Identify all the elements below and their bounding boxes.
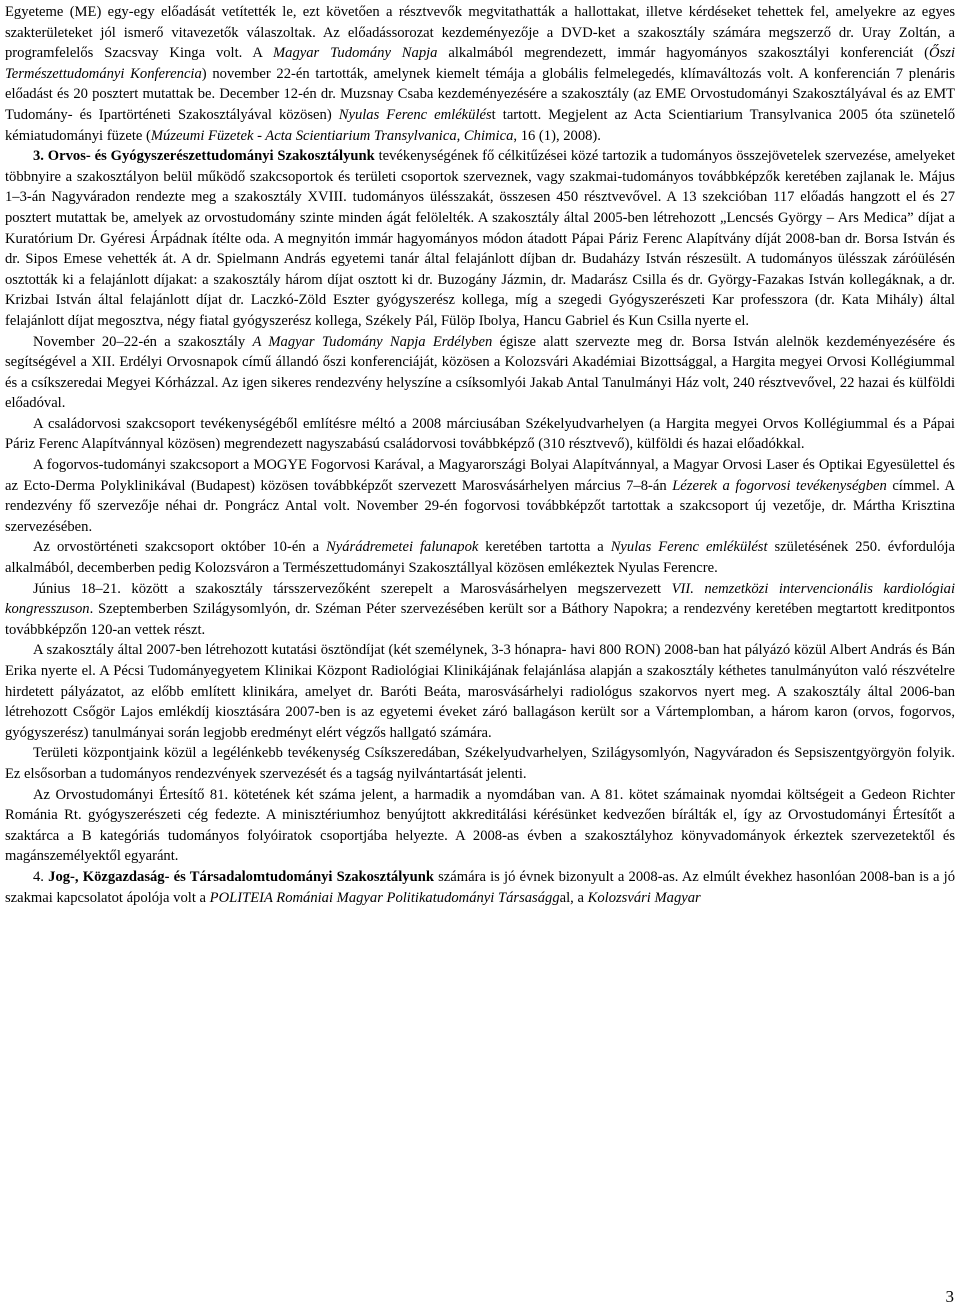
italic-run: POLITEIA Romániai Magyar Politikatudományi Társaságg (209, 889, 560, 906)
paragraph (5, 743, 955, 784)
text-run: 4. (33, 868, 49, 885)
italic-run: Nyulas Ferenc emlékülést (610, 539, 768, 556)
italic-run: A Magyar Tudomány Napja Erdélyben (252, 333, 493, 350)
text-run: Területi központjaink közül a legélénkebb tevékenység Csíkszeredában, Székelyudvarhelyen, Szilágysomlyón, Nagyváradon és Sepsiszentgyörgyön folyik. Ez elsősorban a tudományos rendezvények szervezését és a tagság nyilvántartását jelenti. (5, 745, 955, 782)
italic-run: Lézerek a fogorvosi tevékenységben (672, 477, 887, 494)
text-run: címmel. A rendezvény fő szervezője néhai dr. Pongrácz Antal volt. November 29-én fogorvosi továbbképzőt tartottak a szakcsoport új vezetője, dr. Mártha Krisztina szervezésében. (5, 477, 956, 535)
text-run: November 20–22-én a szakosztály (33, 333, 253, 350)
paragraph (5, 579, 955, 641)
paragraph (5, 414, 955, 455)
italic-run: Őszi Természettudományi Konferencia (5, 45, 955, 82)
text-run: t tartott. Megjelent az Acta Scientiarium Transylvanica 2005 óta szünetelő kémiatudományi füzete ( (5, 106, 955, 144)
paragraph (5, 146, 955, 331)
text-run: égisze alatt szervezte meg dr. Borsa István alelnök kezdeményezésére és segítségével a XII. Erdélyi Orvosnapok című állandó őszi konferenciáját, közösen a Kolozsvári Akadémiai Bizottsággal, a Hargita megyei Orvosi Kollégiummal és a csíkszeredai Megyei Kórházzal. Az igen sikeres rendezvény helyszíne a csíksomlyói Jakab Antal Tanulmányi Ház volt, 240 résztvevővel, 22 hazai és külföldi előadóval. (5, 333, 955, 412)
document-body (5, 2, 955, 908)
paragraph (5, 640, 955, 743)
text-run: Egyeteme (ME) egy-egy előadását vetítették le, ezt követően a résztvevők megvitathatták a hallottakat, illetve kérdéseket tehettek fel, amelyekre az egyes szakterületeket jól ismerő vitavezetők válaszoltak. Az előadássorozat kezdeményezője a DVD-ket a szakosztály számára megszerző dr. Uray Zoltán, a programfelelős Szacsvay Kinga volt. A (5, 4, 955, 62)
text-run: Az orvostörténeti szakcsoport október 10-én a (33, 539, 327, 556)
paragraph (5, 785, 955, 867)
text-run: tevékenységének fő célkitűzései közé tartozik a tudományos összejövetelek szervezése, amelyeket többnyire a szakosztályon belül működő szakcsoportok és területi csoportok szerveznek, vagy szakmai-tudományos továbbképzők keretében zajlanak le. Május 1–3-án Nagyváradon rendezte meg a szakosztály XVIII. tudományos ülésszakát, összesen 450 résztvevővel. A 13 szekcióban 117 előadás hangzott el és 27 posztert mutattak be, amelyek az orvostudomány szinte minden ágát felölelték. A szakosztály által 2005-ben létrehozott „Lencsés György – Ars Medica” díjat a Kuratórium Dr. Gyéresi Árpádnak ítélte oda. A megnyitón immár hagyományos módon átadott Pápai Páriz Ferenc Alapítvány díját 2008-ban dr. Borsa István és dr. Sipos Emese vehették át. A dr. Spielmann András egyetemi tanár által felajánlott díjban dr. Budaházy István részesült. A tudományos ülésszak záróülésén osztották ki a felajánlott díjakat: a szakosztály három díjat osztott ki dr. Buzogány Jázmin, dr. Madarász Csilla és dr. György-Fazakas István kollegáknak, a dr. Krizbai István által felajánlott díjat dr. Laczkó-Zöld Eszter gyógyszerész kollega, míg a szegedi Gyógyszerészeti Kar professzora (dr. Kata Mihály) által felajánlott díjat megosztva, négy fiatal gyógyszerész kollega, Székely Pál, Fülöp Ibolya, Hancu Gabriel és Kun Csilla nyerte el. (5, 148, 955, 329)
text-run: A szakosztály által 2007-ben létrehozott kutatási ösztöndíjat (két személynek, 3-3 hónapra- havi 800 RON) 2008-ban hat pályázó közül Albert András és Bán Erika nyerte el. A Pécsi Tudományegyetem Klinikai Központ Radiológiai Klinikájának felajánlása alapján a szakosztály kéthetes tanulmányúton való részvételre hirdetett pályázatot, az előbb említett klinikára, amelyet dr. Baróti Beáta, marosvásárhelyi radiológus szakorvos nyert meg. A szakosztály által 2006-ban létrehozott Csőgör Lajos emlékdíj kiosztására 2007-ben is az egyetemi éveket záró ballagáson került sor a Vártemplomban, a három karon (orvos, fogorvos, gyógyszerész) tanulmányai során legjobb eredményt elért végzős hallgató számára. (5, 642, 955, 741)
italic-run: Kolozsvári Magyar (587, 889, 701, 906)
italic-run: Nyulas Ferenc emlékülés (338, 106, 492, 123)
text-run: születésének 250. évfordulója alkalmából, decemberben pedig Kolozsváron a Természettudományi Szakosztállyal közösen emlékeztek Nyulas Ferencre. (5, 539, 955, 577)
paragraph (5, 332, 955, 414)
bold-run: 3. (33, 148, 48, 165)
text-run: keretében tartotta a (478, 539, 611, 556)
italic-run: Nyárádremetei falunapok (326, 539, 479, 556)
text-run: . Szeptemberben Szilágysomlyón, dr. Széman Péter szervezésében került sor a Báthory Napokra; a rendezvény keretében megtartott kreditpontos továbbképzőn 120-an vettek részt. (5, 601, 955, 638)
italic-run: Múzeumi Füzetek - Acta Scientiarium Transylvanica, Chimica (150, 127, 514, 144)
text-run: A fogorvos-tudományi szakcsoport a MOGYE Fogorvosi Karával, a Magyarországi Bolyai Alapítvánnyal, a Magyar Orvosi Laser és Optikai Egyesülettel és az Ecto-Derma Polyklinikával (Budapest) közösen továbbképzőt szervezett Marosvásárhelyen március 7–8-án (5, 457, 955, 494)
bold-run: Orvos- és Gyógyszerészettudományi Szakosztályunk (47, 148, 375, 165)
text-run: al, a (559, 889, 588, 906)
paragraph (5, 537, 955, 578)
bold-run: Jog-, Közgazdaság- és Társadalomtudományi Szakosztályunk (48, 868, 434, 885)
italic-run: Magyar Tudomány Napja (273, 45, 438, 62)
text-run: alkalmából megrendezett, immár hagyományos szakosztályi konferenciát ( (437, 45, 930, 62)
paragraph (5, 867, 955, 908)
paragraph (5, 2, 955, 146)
italic-run: VII. nemzetközi intervencionális kardiológiai kongresszuson (5, 580, 956, 618)
text-run: számára is jó évnek bizonyult a 2008-as. Az elmúlt évekhez hasonlóan 2008-ban is a jó szakmai kapcsolatot ápolója volt a (5, 868, 955, 906)
text-run: A családorvosi szakcsoport tevékenységéből említésre méltó a 2008 márciusában Székelyudvarhelyen (a Hargita megyei Orvos Kollégiummal és a Pápai Páriz Ferenc Alapítvánnyal közösen) megrendezett nagyszabású családorvosi továbbképző (310 résztvevő), külföldi és hazai előadókkal. (5, 415, 955, 453)
text-run: , 16 (1), 2008). (513, 127, 601, 144)
page-number: 3 (945, 1287, 954, 1306)
text-run: Az Orvostudományi Értesítő 81. kötetének két száma jelent, a harmadik a nyomdában van. A 81. kötet számainak nyomdai költségeit a Gedeon Richter Románia Rt. gyógyszerészeti cég fedezte. A minisztériumhoz benyújtott akkreditálási kérésünket kedvezően bírálták el, így az Orvostudományi Értesítőt a szaktárca a B kategóriás tudományos folyóiratok csoportjába helyezte. A 2008-as évben a szakosztályhoz könyvadományok érkeztek szervezetektől és magánszemélyektől egyaránt. (5, 786, 955, 865)
text-run: Június 18–21. között a szakosztály társszervezőként szerepelt a Marosvásárhelyen megszervezett (33, 580, 672, 597)
paragraph (5, 455, 955, 537)
text-run: ) november 22-én tartották, amelynek kiemelt témája a globális felmelegedés, klímaváltozás volt. A konferencián 7 plenáris előadást és 20 posztert mutattak be. December 12-én dr. Muzsnay Csaba kezdeményezésére a szakosztály (az EME Orvostudományi Szakosztályával és az EMT Tudomány- és Ipartörténeti Szakosztályával közösen) (5, 65, 956, 123)
